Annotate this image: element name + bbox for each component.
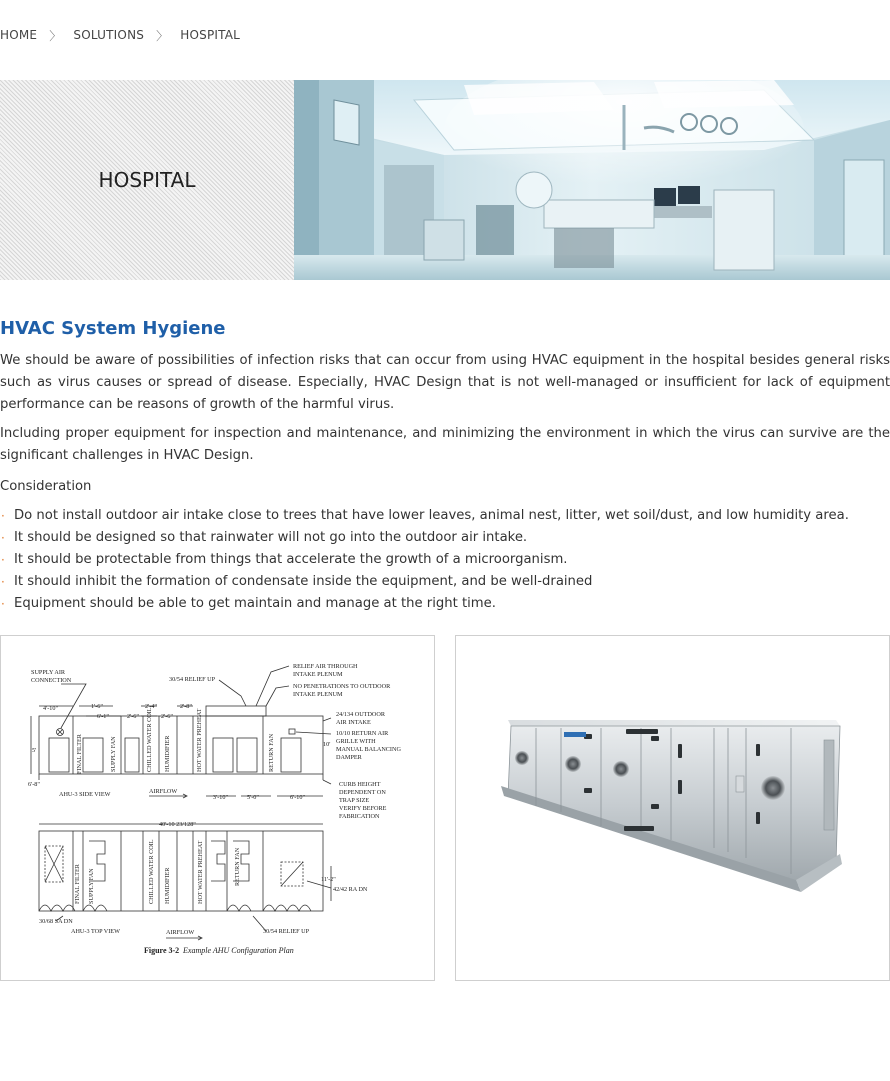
hero-title-box [0, 80, 294, 280]
dimension-label: 10' [323, 741, 331, 748]
list-item: · Do not install outdoor air intake close to trees that have lower leaves, animal nest, litter, wet soil/dust, and low humidity area. [0, 505, 890, 527]
hospital-room-image [294, 80, 890, 280]
chevron-right-icon: 〉 [156, 28, 169, 43]
diagram-label: 30/54 RELIEF UP [263, 928, 310, 935]
dimension-label: 6'-1" [97, 713, 109, 720]
component-label: FINAL FILTER [74, 864, 81, 904]
component-label: RETURN FAN [268, 733, 275, 772]
breadcrumb [0, 26, 240, 44]
dimension-label: 6'-10" [290, 794, 305, 801]
diagram-label: CONNECTION [31, 677, 72, 684]
view-label: AHU-3 SIDE VIEW [59, 791, 111, 798]
intro-paragraph: We should be aware of possibilities of infection risks that can occur from using HVAC equipment in the hospital besides general risks such as virus causes or spread of disease. Especially, HVAC Design that is not well-managed or insufficient for lack of equipment performance can be reasons of growth of the harmful virus. [0, 353, 890, 412]
component-label: HUMIDIFIER [164, 867, 171, 904]
component-label: HUMIDIFIER [164, 735, 171, 772]
diagram-label: 24/134 OUTDOOR [336, 711, 385, 718]
dimension-label: 5' [32, 747, 37, 754]
dimension-label: 40'-10 23/128" [159, 821, 196, 828]
bullet-icon: · [1, 531, 5, 545]
breadcrumb-hospital-link[interactable]: HOSPITAL [180, 28, 241, 42]
airflow-label: AIRFLOW [166, 929, 195, 936]
figures-row [0, 635, 890, 981]
diagram-label: 42/42 RA DN [333, 886, 368, 893]
component-label: FINAL FILTER [76, 734, 83, 774]
list-item: · It should inhibit the formation of condensate inside the equipment, and be well-drained [0, 571, 890, 593]
diagram-label: FABRICATION [339, 813, 380, 820]
bullet-icon: · [1, 575, 5, 589]
component-label: HOT WATER PREHEAT [197, 840, 204, 904]
airflow-label: AIRFLOW [149, 788, 178, 795]
dimension-label: 2'-6" [127, 713, 139, 720]
component-label: RETURN FAN [234, 847, 241, 886]
dimension-label: 3'-10" [213, 794, 228, 801]
dimension-label: 2'-6" [161, 713, 173, 720]
ahu-unit-photo [455, 635, 890, 981]
diagram-label: CURB HEIGHT [339, 781, 381, 788]
diagram-label: VERIFY BEFORE [339, 805, 387, 812]
component-label: SUPPLY FAN [88, 868, 95, 904]
hero-banner [0, 80, 890, 280]
diagram-label: 30/54 RELIEF UP [169, 676, 216, 683]
diagram-label: INTAKE PLENUM [293, 671, 343, 678]
dimension-label: 6'-8" [28, 781, 40, 788]
list-item: · Equipment should be able to get maintain and manage at the right time. [0, 593, 890, 615]
component-label: HOT WATER PREHEAT [196, 708, 203, 772]
diagram-label: 10/10 RETURN AIR [336, 730, 389, 737]
dimension-label: 5'-0" [247, 794, 259, 801]
figure-caption-number: Figure 3-2 [144, 946, 180, 955]
bullet-icon: · [1, 509, 5, 523]
component-label: CHILLED WATER COIL [148, 839, 155, 904]
diagram-label: GRILLE WITH [336, 738, 376, 745]
dimension-label: 2'-4" [145, 703, 157, 710]
section-title: HVAC System Hygiene [0, 318, 226, 339]
diagram-label: MANUAL BALANCING [336, 746, 401, 753]
diagram-label: DEPENDENT ON [339, 789, 386, 796]
breadcrumb-solutions-link[interactable]: SOLUTIONS [73, 28, 145, 42]
diagram-label: TRAP SIZE [339, 797, 370, 804]
figure-caption-text: Example AHU Configuration Plan [183, 946, 294, 955]
diagram-label: 30/68 SA DN [39, 918, 73, 925]
list-item: · It should be protectable from things that accelerate the growth of a microorganism. [0, 549, 890, 571]
dimension-label: 11'-2" [321, 876, 336, 883]
component-label: SUPPLY FAN [110, 736, 117, 772]
dimension-label: 1'-6" [91, 703, 103, 710]
bullet-icon: · [1, 597, 5, 611]
diagram-label: SUPPLY AIR [31, 669, 66, 676]
consideration-heading: Consideration [0, 479, 92, 494]
breadcrumb-home-link[interactable]: HOME [0, 28, 38, 42]
challenges-paragraph: Including proper equipment for inspection and maintenance, and minimizing the environment in which the virus can survive are the significant challenges in HVAC Design. [0, 426, 890, 463]
diagram-label: INTAKE PLENUM [293, 691, 343, 698]
ahu-configuration-diagram [0, 635, 435, 981]
main-content [0, 316, 890, 615]
bullet-icon: · [1, 553, 5, 567]
consideration-list [0, 505, 890, 615]
page-title: HOSPITAL [98, 168, 196, 192]
dimension-label: 2'-8" [180, 703, 192, 710]
view-label: AHU-3 TOP VIEW [71, 928, 120, 935]
diagram-label: DAMPER [336, 754, 362, 761]
dimension-label: 4'-10" [43, 705, 58, 712]
component-label: CHILLED WATER COIL [146, 707, 153, 772]
diagram-label: RELIEF AIR THROUGH [293, 663, 358, 670]
diagram-label: NO PENETRATIONS TO OUTDOOR [293, 683, 391, 690]
list-item: · It should be designed so that rainwater will not go into the outdoor air intake. [0, 527, 890, 549]
chevron-right-icon: 〉 [49, 28, 62, 43]
diagram-label: AIR INTAKE [336, 719, 371, 726]
